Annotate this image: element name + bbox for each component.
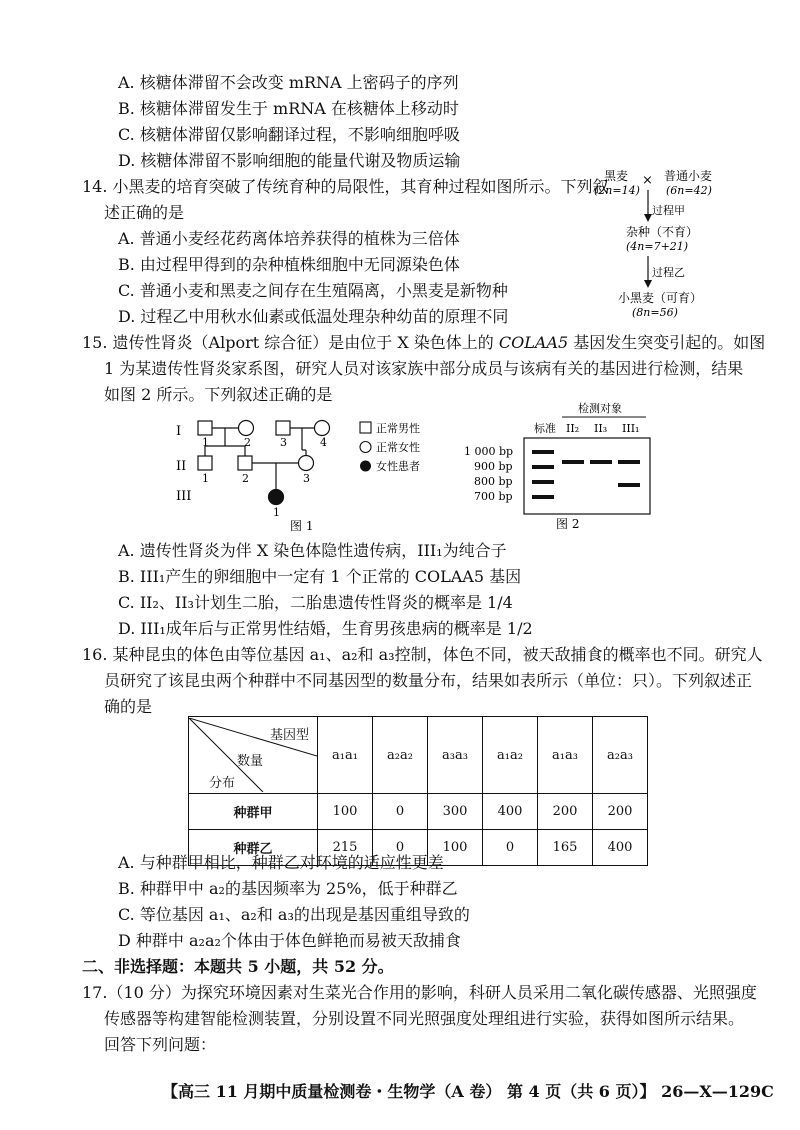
arrow-head-2 [644, 280, 652, 288]
ii1-number: 1 [202, 472, 209, 485]
q16-option-b: B. 种群甲中 a₂的基因频率为 25%，低于种群乙 [118, 879, 458, 898]
q16-stem-line2: 员研究了该昆虫两个种群中不同基因型的数量分布，结果如表所示（单位：只）。下列叙述正 [104, 671, 753, 690]
q15-stem-line3: 如图 2 所示。下列叙述正确的是 [104, 385, 333, 404]
table-cell: 400 [483, 794, 538, 830]
breeding-diagram [592, 168, 722, 320]
figure2-caption: 图 2 [556, 517, 580, 531]
col-header: a₃a₃ [428, 717, 483, 794]
iii1-number: 1 [273, 506, 280, 519]
ii3-female [299, 456, 314, 471]
ii3-band-950 [590, 460, 612, 464]
col-header: a₁a₂ [483, 717, 538, 794]
legend-affected-symbol [360, 461, 371, 472]
legend-female-label: 正常女性 [376, 441, 420, 454]
bp-900-label: 900 bp [474, 460, 513, 473]
parent-wheat: 普通小麦 [664, 169, 713, 183]
q14-option-d: D. 过程乙中用秋水仙素或低温处理杂种幼苗的原理不同 [118, 307, 509, 326]
ii1-male [198, 456, 212, 470]
table-cell: 165 [538, 830, 593, 866]
corner-quantity: 数量 [237, 754, 264, 769]
q15-stem-line2: 1 为某遗传性肾炎家系图，研究人员对该家族中部分成员与该病有关的基因进行检测，结果 [104, 359, 744, 378]
col-header: a₂a₂ [373, 717, 428, 794]
iii1-band-950 [618, 460, 640, 464]
table-row [189, 794, 648, 830]
gel-figure [462, 400, 658, 532]
gen-label-i: I [176, 424, 182, 439]
col-header: a₂a₃ [593, 717, 648, 794]
i4-female [315, 421, 330, 436]
i3-number: 3 [280, 436, 287, 449]
q13-option-a: A. 核糖体滞留不会改变 mRNA 上密码子的序列 [118, 73, 459, 92]
legend-female-symbol [360, 442, 371, 453]
triticale-ploidy: (8n=56) [632, 306, 678, 319]
q15-stem-line1 [82, 332, 765, 354]
parent-rye-ploidy: (2n=14) [594, 184, 640, 197]
gel-lane-ii3: II₃ [594, 422, 608, 435]
q15-option-a: A. 遗传性肾炎为伴 X 染色体隐性遗传病，III₁为纯合子 [118, 541, 507, 560]
triticale-label: 小黑麦（可育） [618, 291, 703, 305]
row-label: 种群乙 [189, 830, 318, 866]
q13-option-b: B. 核糖体滞留发生于 mRNA 在核糖体上移动时 [118, 99, 459, 118]
hybrid-label: 杂种（不育） [626, 225, 699, 239]
q14-stem-line2: 述正确的是 [104, 203, 185, 222]
bp-1000-label: 1 000 bp [464, 445, 514, 458]
hybrid-ploidy: (4n=7+21) [626, 240, 689, 253]
q15-stem-part2: 基因发生突变引起的。如图 [573, 333, 766, 352]
ii2-male [238, 456, 252, 470]
table-cell: 0 [373, 830, 428, 866]
std-band-1000 [532, 450, 554, 454]
legend-affected-label: 女性患者 [376, 460, 420, 473]
parent-rye: 黑麦 [604, 169, 629, 183]
ii2-band-950 [562, 460, 584, 464]
std-band-800 [532, 480, 554, 484]
i2-number: 2 [244, 436, 251, 449]
col-header: a₁a₁ [318, 717, 373, 794]
table-header-row [189, 717, 648, 794]
q17-line3: 回答下列问题： [104, 1035, 217, 1054]
bp-800-label: 800 bp [474, 475, 513, 488]
q16-option-d: D 种群中 a₂a₂个体由于体色鲜艳而易被天敌捕食 [118, 931, 461, 950]
q15-option-d: D. III₁成年后与正常男性结婚，生育男孩患病的概率是 1/2 [118, 619, 533, 638]
q17-line2: 传感器等构建智能检测装置，分别设置不同光照强度处理组进行实验，获得如图所示结果。 [104, 1009, 745, 1028]
gel-frame [524, 438, 650, 514]
row-label: 种群甲 [189, 794, 318, 830]
table-cell: 100 [318, 794, 373, 830]
diagonal-header [189, 718, 317, 792]
legend-male-symbol [360, 422, 371, 433]
q15-option-c: C. II₂、II₃计划生二胎，二胎患遗传性肾炎的概率是 1/4 [118, 593, 513, 612]
table-cell: 200 [593, 794, 648, 830]
corner-genotype: 基因型 [269, 728, 309, 743]
figure1-caption: 图 1 [290, 519, 314, 533]
q16-stem-line1: 16. 某种昆虫的体色由等位基因 a₁、a₂和 a₃控制，体色不同，被天敌捕食的概率也不同。研究人 [82, 645, 763, 664]
table-corner-cell [189, 717, 318, 794]
q14-option-b: B. 由过程甲得到的杂种植株细胞中无同源染色体 [118, 255, 460, 274]
process-jia: 过程甲 [652, 204, 685, 217]
i3-male [276, 421, 290, 435]
process-yi: 过程乙 [652, 266, 685, 279]
gen-label-iii: III [176, 489, 192, 504]
i4-number: 4 [320, 436, 327, 449]
arrow-head-1 [644, 214, 652, 222]
table-cell: 0 [483, 830, 538, 866]
q15-gene-name: COLAA5 [498, 333, 569, 352]
col-header: a₁a₃ [538, 717, 593, 794]
gel-lane-std: 标准 [534, 422, 556, 435]
gen-label-ii: II [176, 459, 187, 474]
page-footer: 【高三 11 月期中质量检测卷・生物学（A 卷） 第 4 页（共 6 页）】 26—X—129C [162, 1082, 774, 1101]
iii1-affected-female [269, 490, 284, 505]
i1-number: 1 [202, 436, 209, 449]
i2-female [239, 421, 254, 436]
table-cell: 200 [538, 794, 593, 830]
gel-title: 检测对象 [578, 402, 622, 415]
genotype-table [188, 716, 648, 866]
table-cell: 300 [428, 794, 483, 830]
parent-wheat-ploidy: (6n=42) [666, 184, 712, 197]
q14-option-c: C. 普通小麦和黑麦之间存在生殖隔离，小黑麦是新物种 [118, 281, 508, 300]
iii1-band-780 [618, 483, 640, 487]
q14-stem-line1: 14. 小黑麦的培育突破了传统育种的局限性，其育种过程如图所示。下列叙 [82, 177, 609, 196]
q16-option-c: C. 等位基因 a₁、a₂和 a₃的出现是基因重组导致的 [118, 905, 470, 924]
q17-line1: 17.（10 分）为探究环境因素对生菜光合作用的影响，科研人员采用二氧化碳传感器、光照强度 [82, 983, 757, 1002]
q16-option-a: A. 与种群甲相比，种群乙对环境的适应性更差 [118, 853, 444, 872]
table-cell: 400 [593, 830, 648, 866]
table-cell: 0 [373, 794, 428, 830]
ii3-number: 3 [303, 472, 310, 485]
table-cell: 215 [318, 830, 373, 866]
cross-symbol: × [642, 173, 653, 188]
legend-male-label: 正常男性 [376, 422, 420, 435]
q13-option-c: C. 核糖体滞留仅影响翻译过程，不影响细胞呼吸 [118, 125, 460, 144]
section-title: 二、非选择题：本题共 5 小题，共 52 分。 [82, 957, 394, 976]
ii2-number: 2 [242, 472, 249, 485]
corner-distribution: 分布 [209, 776, 236, 791]
q16-stem-line3: 确的是 [104, 697, 153, 716]
gel-lane-ii2: II₂ [566, 422, 580, 435]
pedigree-figure [170, 410, 460, 535]
q13-option-d: D. 核糖体滞留不影响细胞的能量代谢及物质运输 [118, 151, 461, 170]
i1-male [198, 421, 212, 435]
bp-700-label: 700 bp [474, 490, 513, 503]
q15-stem-part1: 15. 遗传性肾炎（Alport 综合征）是由位于 X 染色体上的 [82, 333, 494, 352]
std-band-700 [532, 495, 554, 499]
table-cell: 100 [428, 830, 483, 866]
gel-lane-iii1: III₁ [622, 422, 640, 435]
std-band-900 [532, 465, 554, 469]
q14-option-a: A. 普通小麦经花药离体培养获得的植株为三倍体 [118, 229, 460, 248]
q15-option-b: B. III₁产生的卵细胞中一定有 1 个正常的 COLAA5 基因 [118, 567, 522, 586]
